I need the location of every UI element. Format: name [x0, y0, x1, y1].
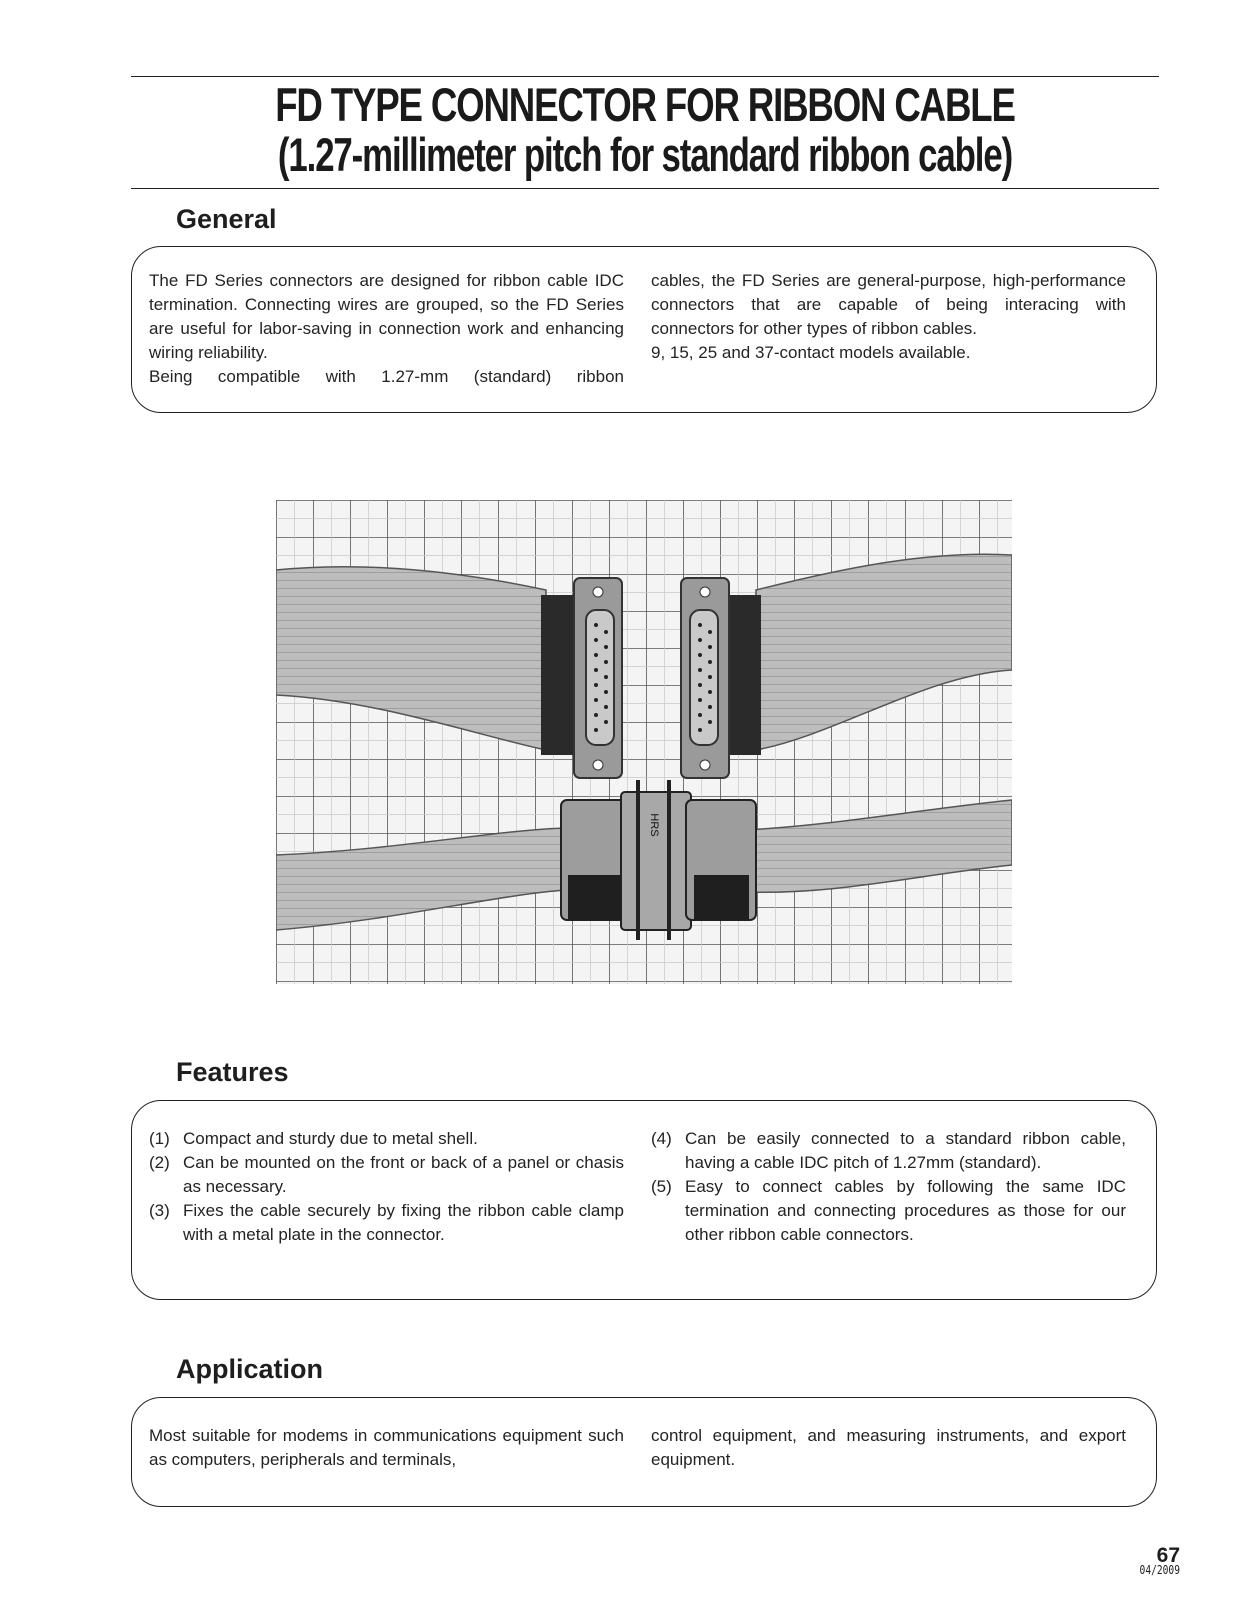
application-text: Most suitable for modems in communications equipment such as computers, peripherals and terminals, [149, 1426, 624, 1469]
feature-item-3 [149, 1199, 624, 1247]
feature-number: (2) [149, 1153, 170, 1172]
application-left-column [149, 1424, 624, 1472]
feature-item-4 [651, 1127, 1126, 1175]
top-rule [131, 76, 1159, 77]
general-box [131, 246, 1157, 413]
feature-item-1 [149, 1127, 624, 1151]
general-paragraph: The FD Series connectors are designed for ribbon cable IDC termination. Connecting wires are grouped, so the FD Series are useful for labor-saving in connection work and enhancing wiring reliability. [149, 271, 624, 362]
page-number: 67 [1156, 1544, 1180, 1567]
connector-upper-left [541, 578, 622, 778]
product-photo [276, 500, 1012, 984]
feature-text: Compact and sturdy due to metal shell. [183, 1129, 478, 1148]
features-heading: Features [176, 1057, 289, 1087]
feature-text: Can be mounted on the front or back of a panel or chasis as necessary. [183, 1153, 624, 1196]
application-text: control equipment, and measuring instruments, and export equipment. [651, 1426, 1126, 1469]
feature-number: (3) [149, 1201, 170, 1220]
general-paragraph: Being compatible with 1.27-mm (standard) ribbon [149, 367, 624, 386]
feature-text: Easy to connect cables by following the same IDC termination and connecting procedures as those for our other ribbon cable connectors. [685, 1177, 1126, 1244]
feature-number: (4) [651, 1129, 672, 1148]
general-paragraph: 9, 15, 25 and 37-contact models available. [651, 343, 971, 362]
feature-item-2 [149, 1151, 624, 1199]
revision-date: 04/2009 [1139, 1563, 1180, 1577]
features-box [131, 1100, 1157, 1300]
feature-text: Fixes the cable securely by fixing the ribbon cable clamp with a metal plate in the connector. [183, 1201, 624, 1244]
general-heading: General [176, 204, 277, 234]
application-right-column [651, 1424, 1126, 1472]
page-footer [1118, 1546, 1180, 1576]
features-left-column [149, 1127, 624, 1247]
features-right-column [651, 1127, 1126, 1247]
application-heading: Application [176, 1354, 323, 1384]
general-paragraph: cables, the FD Series are general-purpose, high-performance connectors that are capable of being interacing with connectors for other types of ribbon cables. [651, 271, 1126, 338]
hrs-marking: HRS [648, 813, 660, 837]
general-left-column [149, 269, 624, 389]
feature-item-5 [651, 1175, 1126, 1247]
general-right-column [651, 269, 1126, 365]
title-bottom-rule [131, 188, 1159, 189]
feature-number: (5) [651, 1177, 672, 1196]
page-title [131, 80, 1159, 180]
title-line-1: FD TYPE CONNECTOR FOR RIBBON CABLE [275, 78, 1015, 131]
title-line-2: (1.27-millimeter pitch for standard ribbon cable) [277, 128, 1013, 181]
application-box [131, 1397, 1157, 1507]
feature-number: (1) [149, 1129, 170, 1148]
feature-text: Can be easily connected to a standard ribbon cable, having a cable IDC pitch of 1.27mm (standard). [685, 1129, 1126, 1172]
connector-upper-right [681, 578, 761, 778]
connector-mated-pair [561, 780, 756, 940]
